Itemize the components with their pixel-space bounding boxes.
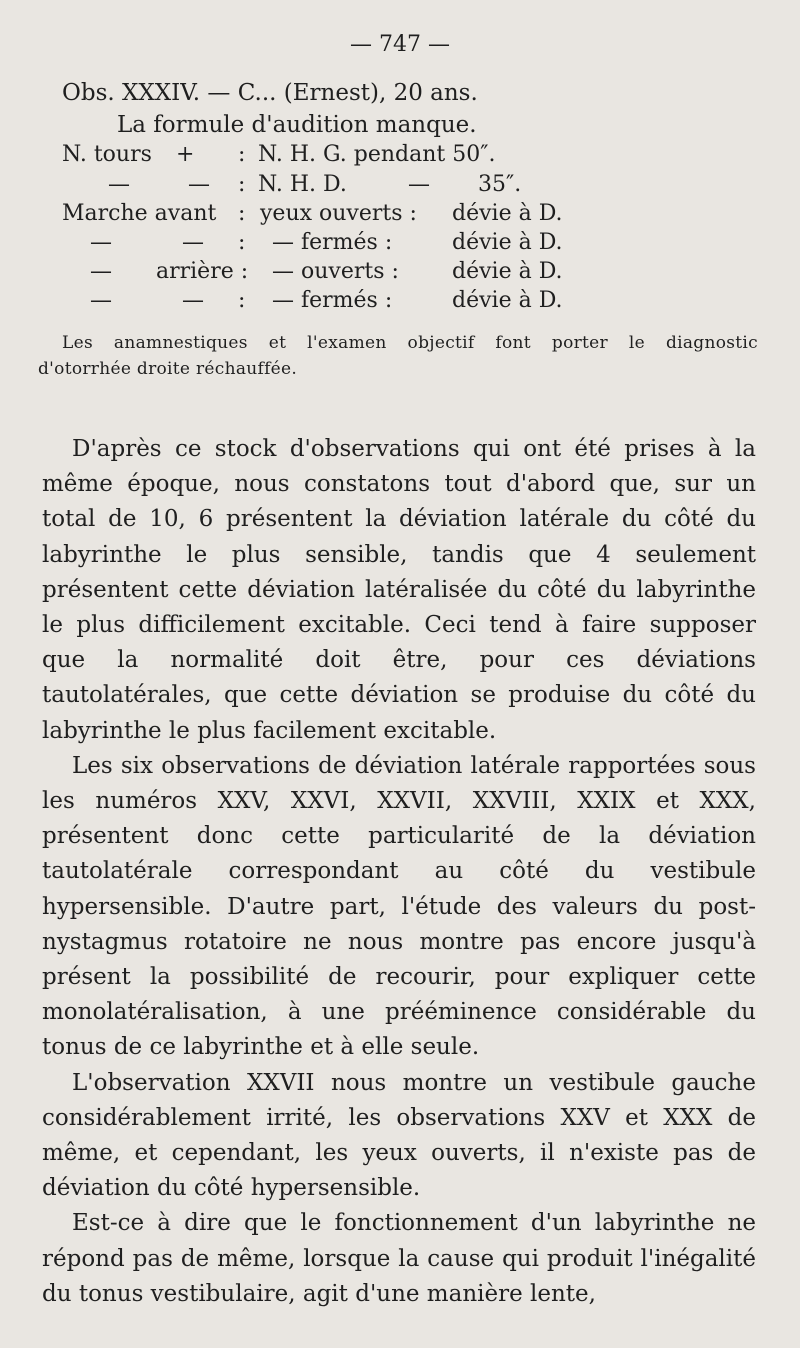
observation-note (38, 330, 758, 382)
page-number: — 747 — (350, 32, 450, 57)
table-row: Marche avant : yeux ouverts : dévie à D. (62, 201, 563, 226)
paragraph: Est-ce à dire que le fonctionnement d'un labyrinthe ne répond pas de même, lorsque la cause qui produit l'inégalité du tonus vestibulaire, agit d'une manière lente, (42, 1210, 756, 1307)
paragraph: L'observation XXVII nous montre un vestibule gauche considérablement irrité, les observations XXV et XXX de même, et cependant, les yeux ouverts, il n'existe pas de déviation du côté hypersensible. (42, 1069, 756, 1202)
table-row: — — : N. H. D. — 35″. (108, 172, 522, 197)
observation-subheading: La formule d'audition manque. (117, 112, 477, 138)
body-text (42, 432, 756, 1312)
note-line: d'otorrhée droite réchauffée. (38, 359, 298, 379)
table-row: — — : — fermés : dévie à D. (90, 230, 563, 255)
table-row: — — : — fermés : dévie à D. (90, 288, 563, 313)
paragraph: D'après ce stock d'observations qui ont été prises à la même époque, nous constatons tout d'abord que, sur un total de 10, 6 présentent la déviation latérale du côté du labyrinthe le plus sensible, tandis que 4 seulement présentent cette déviation latéralisée du côté du labyrinthe le plus difficilement excitable. Ceci tend à faire supposer que la normalité doit être, pour ces déviations tautolatérales, que cette déviation se produise du côté du labyrinthe le plus facilement excitable. (42, 436, 756, 744)
table-row: N. tours + : N. H. G. pendant 50″. (62, 142, 496, 167)
paragraph: Les six observations de déviation latérale rapportées sous les numéros XXV, XXVI, XXVII, XXVIII, XXIX et XXX, présentent donc cette particularité de la déviation tautolatérale correspondant au côté du vestibule hypersensible. D'autre part, l'étude des valeurs du post-nystagmus rotatoire ne nous montre pas encore jusqu'à présent la possibilité de recourir, pour expliquer cette monolatéralisation, à une prééminence considérable du tonus de ce labyrinthe et à elle seule. (42, 752, 756, 1061)
observation-heading: Obs. XXXIV. — C... (Ernest), 20 ans. (62, 80, 478, 106)
note-line: Les anamnestiques et l'examen objectif font porter le diagnostic (62, 333, 758, 353)
table-row: — arrière : — ouverts : dévie à D. (90, 259, 563, 284)
